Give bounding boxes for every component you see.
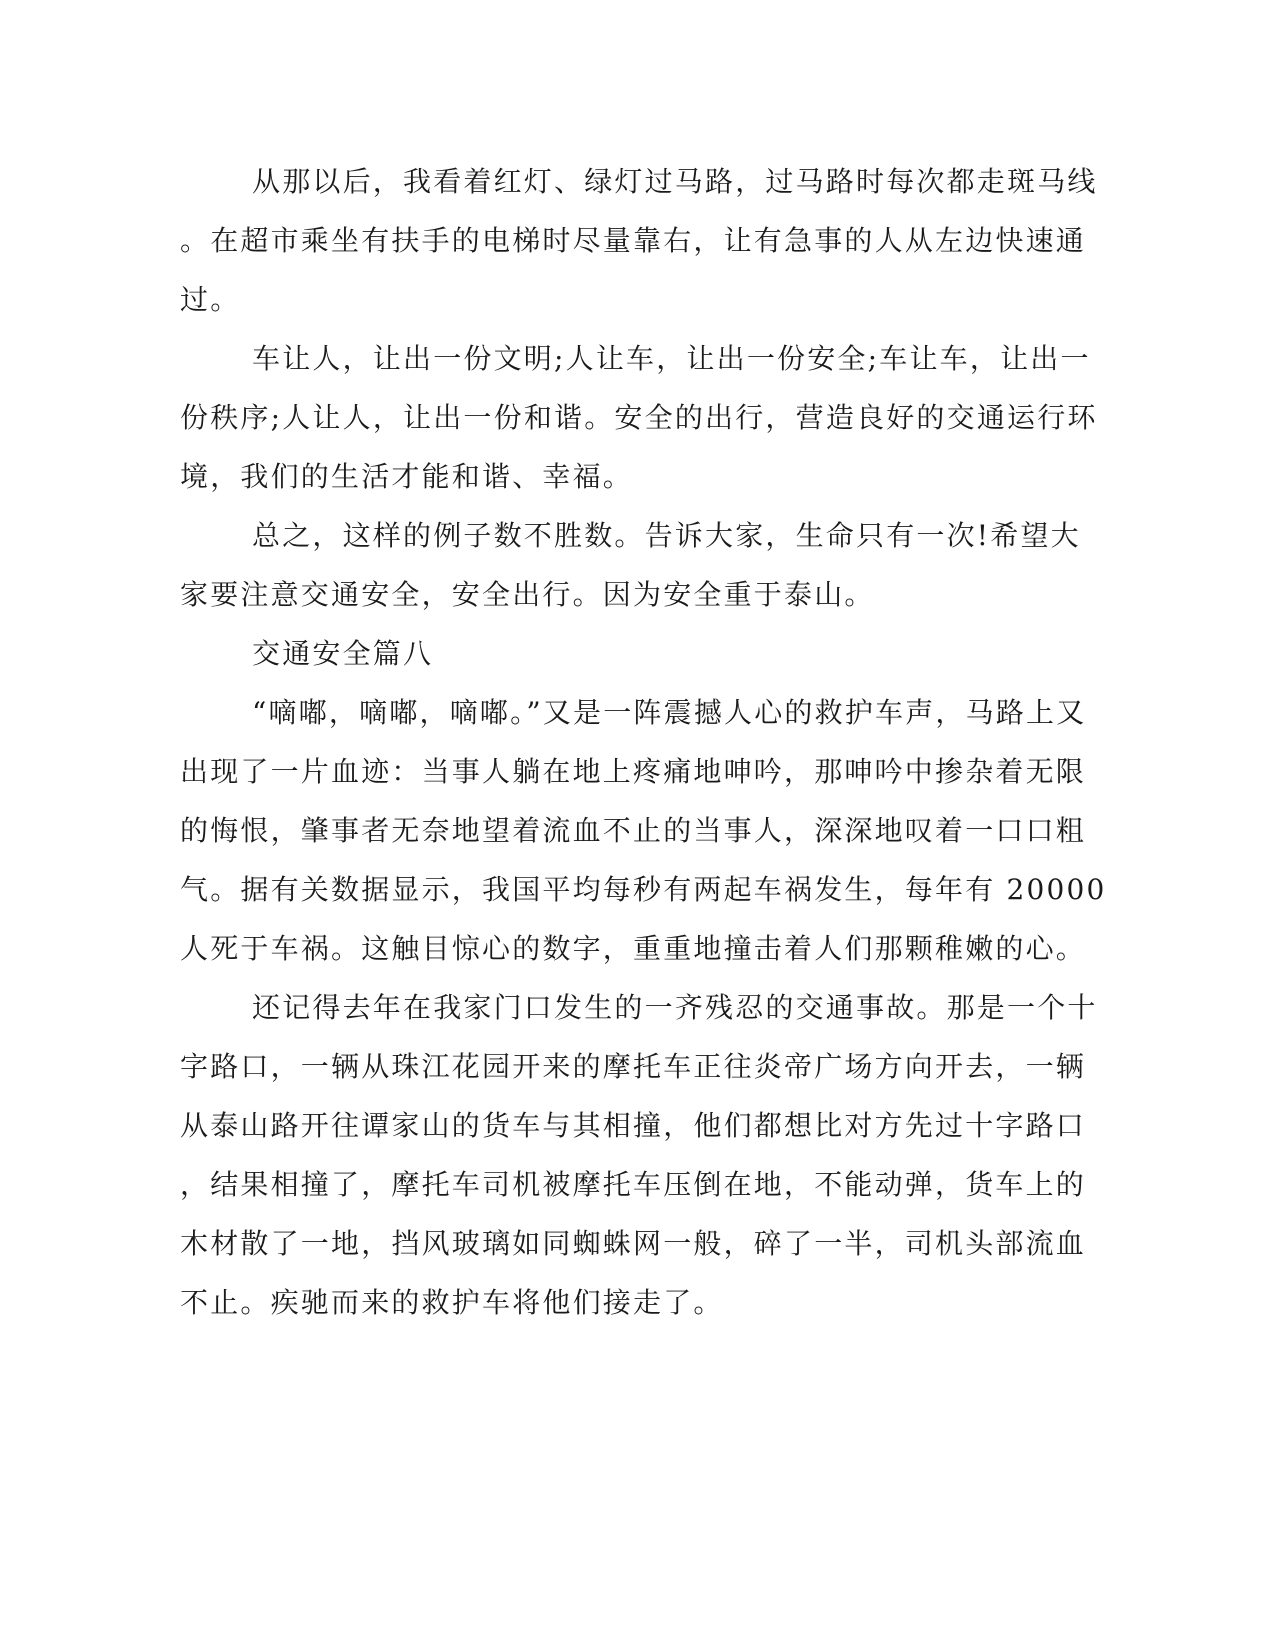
text-line: 过。: [180, 283, 241, 316]
section-heading: 交通安全篇八: [252, 637, 434, 670]
text-line: 不止。疾驰而来的救护车将他们接走了。: [180, 1286, 724, 1319]
text-line: 人死于车祸。这触目惊心的数字，重重地撞击着人们那颗稚嫩的心。: [180, 932, 1087, 965]
text-line: 份秩序;人让人，让出一份和谐。安全的出行，营造良好的交通运行环: [180, 401, 1098, 434]
text-line: 气。据有关数据显示，我国平均每秒有两起车祸发生，每年有 20000: [180, 873, 1107, 906]
text-line: 总之，这样的例子数不胜数。告诉大家，生命只有一次!希望大: [252, 519, 1081, 552]
text-line: 出现了一片血迹：当事人躺在地上疼痛地呻吟，那呻吟中掺杂着无限: [180, 755, 1087, 788]
text-line: 从泰山路开往谭家山的货车与其相撞，他们都想比对方先过十字路口: [180, 1109, 1087, 1142]
text-line: 。在超市乘坐有扶手的电梯时尽量靠右，让有急事的人从左边快速通: [180, 224, 1087, 257]
text-line: “嘀嘟，嘀嘟，嘀嘟。”又是一阵震撼人心的救护车声，马路上又: [252, 696, 1087, 729]
text-line: 家要注意交通安全，安全出行。因为安全重于泰山。: [180, 578, 875, 611]
text-line: 从那以后，我看着红灯、绿灯过马路，过马路时每次都走斑马线: [252, 165, 1098, 198]
text-line: 木材散了一地，挡风玻璃如同蜘蛛网一般，碎了一半，司机头部流血: [180, 1227, 1087, 1260]
text-line: 境，我们的生活才能和谐、幸福。: [180, 460, 634, 493]
text-line: 车让人，让出一份文明;人让车，让出一份安全;车让车，让出一: [252, 342, 1091, 375]
text-line: ，结果相撞了，摩托车司机被摩托车压倒在地，不能动弹，货车上的: [180, 1168, 1087, 1201]
text-line: 的悔恨，肇事者无奈地望着流血不止的当事人，深深地叹着一口口粗: [180, 814, 1087, 847]
text-line: 还记得去年在我家门口发生的一齐残忍的交通事故。那是一个十: [252, 991, 1098, 1024]
text-line: 字路口，一辆从珠江花园开来的摩托车正往炎帝广场方向开去，一辆: [180, 1050, 1087, 1083]
document-body: [180, 152, 1107, 1332]
